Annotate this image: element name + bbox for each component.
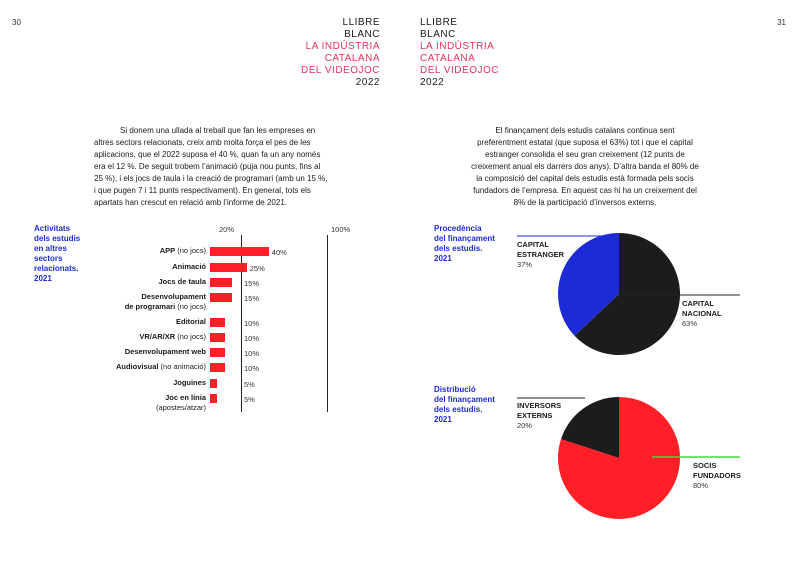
category-bold: Joc en línia [165,393,206,402]
category-bold: VR/AR/XR [139,332,176,341]
paragraph-line: fundadors de l’empresa. En aquest cas hi ha un creixement del [473,186,697,195]
title-line: del finançament [434,395,495,404]
paragraph-line: creixement anual els darrers dos anys). D’altra banda el 80% de [471,162,699,171]
slice-name: EXTERNS [517,411,553,420]
header-line: CATALANA [324,53,380,64]
category-bold: APP [159,246,176,255]
bar-value-label: 10% [244,349,260,358]
title-line: dels estudis [34,234,81,243]
category-normal: (no animació) [158,362,206,371]
slice-name: NACIONAL [682,309,722,318]
bar-value-label: 25% [249,264,265,273]
title-line: en altres [34,244,67,253]
pie-slice-label [693,461,741,491]
header-line: DEL VIDEOJOC [420,65,499,76]
paragraph-line: El finançament dels estudis catalans continua sent [495,126,675,135]
axis-tick-label: 20% [219,225,235,234]
category-bold: Desenvolupament [141,292,206,301]
paragraph-line: i que pugen 7 i 11 punts respectivament). En general, tots els [94,186,311,195]
pie-slice-label [682,299,722,329]
title-line: 2021 [434,415,452,424]
paragraph-line: 25 %), i els jocs de taula i la creació de programari (amb un 15 %, [94,174,328,183]
category-bold: Animació [172,262,206,271]
header-line: 2022 [420,77,445,88]
pie-slice-label [517,401,561,431]
slice-percent: 37% [517,260,533,269]
page-number-left: 30 [12,18,21,27]
category-bold: Joguines [173,378,206,387]
pie-slice-label [517,240,564,270]
slice-name: FUNDADORS [693,471,741,480]
title-line: relacionats. [34,264,79,273]
bar-value-label: 5% [244,395,255,404]
category-normal: (no jocs) [175,332,206,341]
category-bold: Desenvolupament web [124,347,206,356]
paragraph-line: la composició del capital dels estudis està formada pels socis [476,174,694,183]
category-bold: Jocs de taula [158,277,206,286]
paragraph-line: aplicacions, que el 2022 suposa el 40 %, quan fa un any només [94,150,321,159]
category-normal: (apostes/atzar) [155,403,206,412]
bar-value-label: 15% [244,279,260,288]
slice-percent: 63% [682,319,698,328]
header-line: LLIBRE [420,17,458,28]
title-line: dels estudis. [434,405,483,414]
header-line: LA INDÚSTRIA [420,41,495,52]
title-line: Distribució [434,385,476,394]
bar-value-label: 40% [271,248,287,257]
paragraph-line: preferentment estatal (que suposa el 63%) tot i que el capital [477,138,693,147]
title-line: 2021 [34,274,52,283]
header-line: 2022 [355,77,380,88]
title-line: del finançament [434,234,495,243]
title-line: dels estudis. [434,244,483,253]
paragraph-line: Si donem una ullada al treball que fan les empreses en [120,126,316,135]
title-line: Activitats [34,224,71,233]
header-line: DEL VIDEOJOC [301,65,380,76]
paragraph-line: altres sectors relacionats, creix amb molta força el pes de les [94,138,311,147]
category-normal: (no jocs) [175,246,206,255]
slice-name: CAPITAL [517,240,549,249]
paragraph-line: estranger consolida el seu gran creixement (12 punts de [485,150,685,159]
paragraph-line: 8% de la participació d’inversos externs. [513,198,657,207]
header-line: LA INDÚSTRIA [305,41,380,52]
slice-percent: 80% [693,481,709,490]
header-line: LLIBRE [342,17,380,28]
title-line: Procedència [434,224,482,233]
bar-value-label: 10% [244,319,260,328]
axis-tick-label: 100% [331,225,351,234]
bar-value-label: 15% [244,294,260,303]
category-normal: (no jocs) [175,302,206,311]
paragraph-line: apartats han crescut en relació amb l’informe de 2021. [94,198,287,207]
bar-value-label: 10% [244,334,260,343]
category-bold: Audiovisual [115,362,159,371]
title-line: sectors [34,254,63,263]
paragraph-line: era el 12 %. De seguit trobem l’animació (puja nou punts, fins al [94,162,321,171]
slice-name: ESTRANGER [517,250,565,259]
category-bold: de programari [124,302,176,311]
category-bold: Editorial [175,317,206,326]
slice-name: SOCIS [693,461,717,470]
header-line: BLANC [344,29,380,40]
header-line: BLANC [420,29,456,40]
page-number-right: 31 [777,18,786,27]
slice-name: INVERSORS [517,401,562,410]
slice-name: CAPITAL [682,299,714,308]
slice-percent: 20% [517,421,533,430]
title-line: 2021 [434,254,452,263]
bar-value-label: 5% [244,380,255,389]
header-line: CATALANA [420,53,476,64]
bar-value-label: 10% [244,364,260,373]
